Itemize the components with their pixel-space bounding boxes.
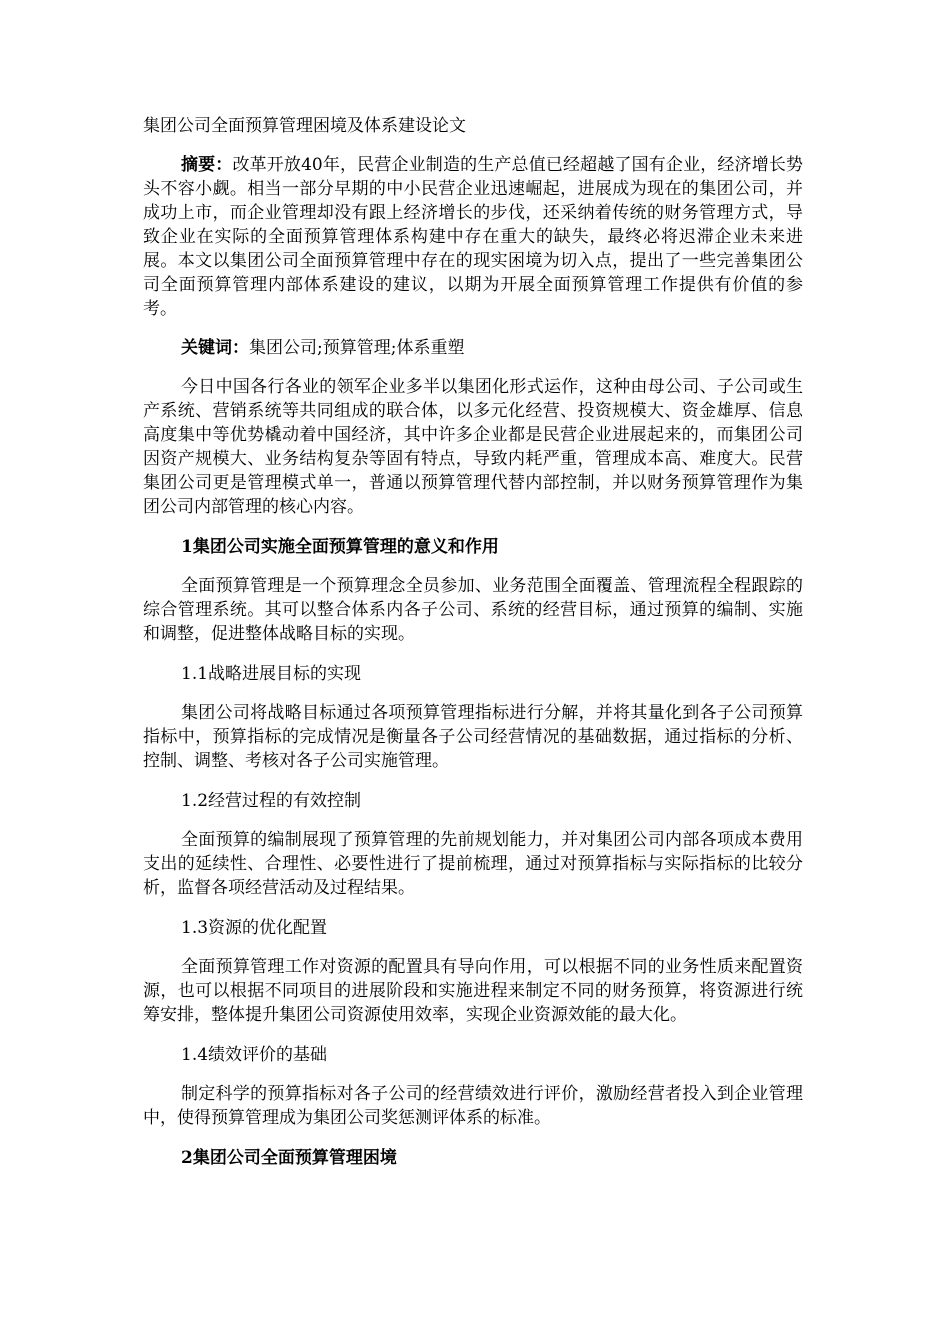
section-1-heading: 1集团公司实施全面预算管理的意义和作用 xyxy=(181,537,499,557)
keywords-paragraph xyxy=(143,336,803,360)
abstract-label: 摘要： xyxy=(181,155,233,175)
subsection-1-1-paragraph: 集团公司将战略目标通过各项预算管理指标进行分解，并将其量化到各子公司预算指标中，预算指标的完成情况是衡量各子公司经营情况的基础数据，通过指标的分析、控制、调整、考核对各子公司实施管理。 xyxy=(143,703,803,771)
subsection-1-3-heading: 1.3资源的优化配置 xyxy=(181,918,328,938)
subsection-1-2-paragraph: 全面预算的编制展现了预算管理的先前规划能力，并对集团公司内部各项成本费用支出的延续性、合理性、必要性进行了提前梳理，通过对预算指标与实际指标的比较分析，监督各项经营活动及过程结果。 xyxy=(143,830,803,898)
abstract-text: 改革开放40年，民营企业制造的生产总值已经超越了国有企业，经济增长势头不容小觑。相当一部分早期的中小民营企业迅速崛起，进展成为现在的集团公司，并成功上市，而企业管理却没有跟上经济增长的步伐，还采纳着传统的财务管理方式，导致企业在实际的全面预算管理体系构建中存在重大的缺失，最终必将迟滞企业未来进展。本文以集团公司全面预算管理中存在的现实困境为切入点，提出了一些完善集团公司全面预算管理内部体系建设的建议，以期为开展全面预算管理工作提供有价值的参考。 xyxy=(143,155,803,319)
abstract-paragraph xyxy=(143,153,803,321)
subsection-1-4-paragraph: 制定科学的预算指标对各子公司的经营绩效进行评价，激励经营者投入到企业管理中，使得预算管理成为集团公司奖惩测评体系的标准。 xyxy=(143,1084,803,1128)
subsection-1-3-paragraph: 全面预算管理工作对资源的配置具有导向作用，可以根据不同的业务性质来配置资源，也可以根据不同项目的进展阶段和实施进程来制定不同的财务预算，将资源进行统筹安排，整体提升集团公司资源使用效率，实现企业资源效能的最大化。 xyxy=(143,957,803,1025)
section-2-heading: 2集团公司全面预算管理困境 xyxy=(181,1148,397,1168)
section-1-paragraph: 全面预算管理是一个预算理念全员参加、业务范围全面覆盖、管理流程全程跟踪的综合管理系统。其可以整合体系内各子公司、系统的经营目标，通过预算的编制、实施和调整，促进整体战略目标的实现。 xyxy=(143,576,803,644)
keywords-label: 关键词： xyxy=(181,338,249,358)
subsection-1-4-heading: 1.4绩效评价的基础 xyxy=(181,1045,328,1065)
keywords-text: 集团公司;预算管理;体系重塑 xyxy=(249,338,465,358)
document-body xyxy=(143,113,803,1185)
subsection-1-2-heading: 1.2经营过程的有效控制 xyxy=(181,791,362,811)
intro-paragraph: 今日中国各行各业的领军企业多半以集团化形式运作，这种由母公司、子公司或生产系统、营销系统等共同组成的联合体，以多元化经营、投资规模大、资金雄厚、信息高度集中等优势橇动着中国经济，其中许多企业都是民营企业进展起来的，而集团公司因资产规模大、业务结构复杂等固有特点，导致内耗严重，管理成本高、难度大。民营集团公司更是管理模式单一，普通以预算管理代替内部控制，并以财务预算管理作为集团公司内部管理的核心内容。 xyxy=(143,377,803,517)
subsection-1-1-heading: 1.1战略进展目标的实现 xyxy=(181,664,362,684)
document-title: 集团公司全面预算管理困境及体系建设论文 xyxy=(143,116,466,136)
